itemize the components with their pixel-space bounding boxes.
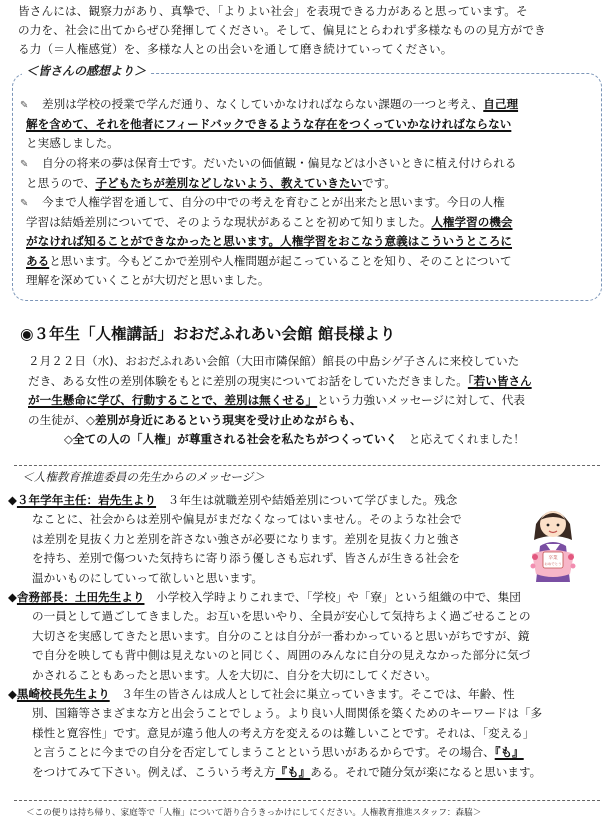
text-run: ２月２２日（水)、おおだふれあい会館（大田市隣保館）館長の中島シゲ子さんに来校していた [28, 354, 520, 368]
text-run: 差別は学校の授業で学んだ通り、なくしていかなければならない課題の一つと考え、 [42, 97, 484, 111]
text-run: 大切さを実感してきたと思います。自分のことは自分が一番わかっていると思いがちですが、鏡 [32, 628, 530, 643]
impression-line [26, 213, 586, 232]
impressions-list [20, 95, 586, 290]
text-run: 理解を深めていくことが大切だと思いました。 [26, 272, 270, 287]
impression-line [20, 95, 586, 115]
message-line [8, 743, 602, 762]
text-run: をつけてみて下さい。例えば、こういう考え方 [32, 764, 276, 779]
text-run: ３年生の皆さんは成人として社会に巣立っていきます。そこでは、年齢、性 [109, 687, 515, 702]
emphasis-text: 舎務部長：土田先生より [16, 590, 145, 605]
text-run: と言うことに今までの自分を否定してしまうことという思いがあるからです。その場合、 [32, 745, 495, 760]
message-line [8, 685, 602, 704]
messages-heading: ＜人権教育推進委員の先生からのメッセージ＞ [22, 470, 265, 484]
impression-line [26, 252, 586, 271]
text-run: ◆ [8, 687, 17, 702]
text-run: 自分の将来の夢は保育士です。だいたいの価値観・偏見などは小さいときに植え付けられる [42, 155, 517, 170]
message-line [8, 549, 602, 568]
text-run: という力強いメッセージに対して、代表 [317, 393, 525, 407]
text-run: 今まで人権学習を通して、自分の中での考えを育むことが出来たと思います。今日の人権 [42, 195, 505, 210]
emphasis-text: 子どもたちが差別などしないよう、教えていきたい [95, 175, 363, 190]
text-run: と思います。今もどこかで差別や人権問題が起こっていることを知り、そのことについて [49, 253, 512, 268]
pencil-icon: ✎ [20, 158, 29, 170]
message-line [8, 530, 602, 549]
text-run: ◆ [8, 493, 17, 507]
messages-list [8, 491, 602, 782]
impression-line [20, 154, 586, 174]
text-run: 小学校入学時よりこれまで、「学校」や「寮」という組織の中で、集団 [144, 590, 521, 605]
emphasis-text: ３年学年主任：岩先生より [16, 493, 157, 507]
text-run: の一員として過ごしてきました。お互いを思いやり、全員が安心して気持ちよく過ごせることの [32, 609, 531, 624]
intro-line: の力を、社会に出てからぜひ発揮してください。そして、偏見にとらわれず多様なものの見方ができ [18, 23, 546, 37]
impression-line [26, 174, 586, 193]
section-line [28, 372, 598, 392]
message-line [8, 607, 602, 626]
svg-text:卒業: 卒業 [548, 556, 558, 561]
text-run: ◆ [8, 590, 17, 605]
message-line [8, 588, 602, 607]
text-run: を持ち、差別で傷ついた気持ちに寄り添う優しさも忘れず、皆さんが生きる社会を [32, 551, 461, 566]
footer-divider [14, 800, 600, 801]
pencil-icon: ✎ [20, 198, 29, 210]
section-heading: ◉３年生「人権講話」おおだふれあい会館 館長様より [20, 325, 396, 343]
section-line [28, 430, 598, 450]
impression-line [26, 232, 586, 251]
message-line [8, 491, 602, 510]
message-line [8, 704, 602, 723]
impression-entry [20, 154, 586, 193]
impression-line [20, 193, 586, 213]
emphasis-text: がなければ知ることができなかったと思います。人権学習をおこなう意義はこういうところに [26, 234, 513, 249]
emphasis-text: 黒崎校長先生より [16, 687, 110, 702]
emphasis-text: 『も』 [275, 764, 311, 779]
intro-paragraph [18, 2, 598, 59]
text-run: 学習は結婚差別についてで、そのような現状があることを初めて知りました。 [26, 215, 432, 230]
message-line [8, 666, 602, 685]
text-run: と実感しました。 [26, 136, 119, 151]
impression-line [26, 271, 586, 290]
text-run: は差別を見抜く力と差別を許さない強さが必要になります。差別を見抜く力と強さ [32, 531, 461, 546]
text-run: の生徒が、 [28, 412, 86, 427]
svg-text:おめでとう: おめでとう [544, 562, 562, 566]
text-run: ある。それで随分気が楽になると思います。 [310, 764, 542, 779]
text-run: です。 [362, 175, 396, 190]
emphasis-text: 自己理 [483, 97, 519, 111]
emphasis-text: 「若い皆さん [467, 373, 532, 388]
message-line [8, 569, 602, 588]
impression-line [26, 134, 586, 153]
bold-text: ◇全ての人の「人権」が尊重される社会を私たちがつくっていく [64, 432, 398, 446]
message-line [8, 510, 602, 529]
text-run: で自分を映しても背中側は見えないのと同じく、周囲のみんなに自分の見えなかった部分に気づ [32, 648, 531, 663]
impression-line [26, 115, 586, 134]
section-line [28, 352, 598, 372]
message-line [8, 724, 602, 743]
pencil-icon: ✎ [20, 100, 29, 111]
emphasis-text: ある [26, 253, 50, 268]
message-line [8, 627, 602, 646]
bold-text: ◇差別が身近にあるという現実を受け止めながらも、 [85, 412, 362, 427]
text-run: だき、ある女性の差別体験をもとに差別の現実についてお話をしていただきました。 [28, 373, 468, 388]
graduate-girl-illustration [522, 494, 584, 582]
text-run: 温かいものにしていって欲しいと思います。 [32, 570, 263, 585]
text-run: 別、国籍等さまざまな方と出会うことでしょう。より良い人間関係を築くためのキーワードは「多 [32, 706, 543, 721]
text-run: なことに、社会からは差別や偏見がまだなくなってはいません。そのような社会で [32, 512, 462, 527]
text-run: と思うので、 [26, 175, 96, 190]
section-line [28, 391, 598, 411]
intro-line: る力（＝人権感覚）を、多様な人との出会いを通して磨き続けていってください。 [18, 42, 453, 56]
emphasis-text: が一生懸命に学び、行動することで、差別は無くせる」 [28, 393, 318, 407]
text-run: ３年生は就職差別や結婚差別について学びました。残念 [156, 493, 458, 507]
emphasis-text: 『も』 [494, 745, 524, 760]
text-run: かされることもあったと思います。人を大切に、自分を大切にしてください。 [32, 667, 437, 682]
intro-line: 皆さんには、観察力があり、真摯で、「よりよい社会」を表現できる力があると思っています。そ [18, 4, 528, 18]
footer-note: ＜この便りは持ち帰り、家庭等で「人権」について語り合うきっかけにしてください。人権教育推進スタッフ：森脇＞ [26, 808, 482, 818]
section-line [28, 411, 598, 431]
message-line [8, 646, 602, 665]
emphasis-text: 解を含めて、それを他者にフィードバックできるような存在をつくっていかなければならない [26, 117, 512, 132]
text-run: と応えてくれました！ [397, 432, 525, 446]
impressions-title: ＜皆さんの感想より＞ [22, 62, 150, 79]
impression-entry [20, 95, 586, 154]
emphasis-text: 人権学習の機会 [431, 215, 513, 230]
text-run: 様性と寛容性」です。意見が違う他人の考え方を変えるのは難しいことです。それは、「変える」 [32, 725, 535, 740]
impression-entry [20, 193, 586, 290]
message-line [8, 763, 602, 782]
section-body [28, 352, 598, 450]
divider [14, 465, 600, 466]
